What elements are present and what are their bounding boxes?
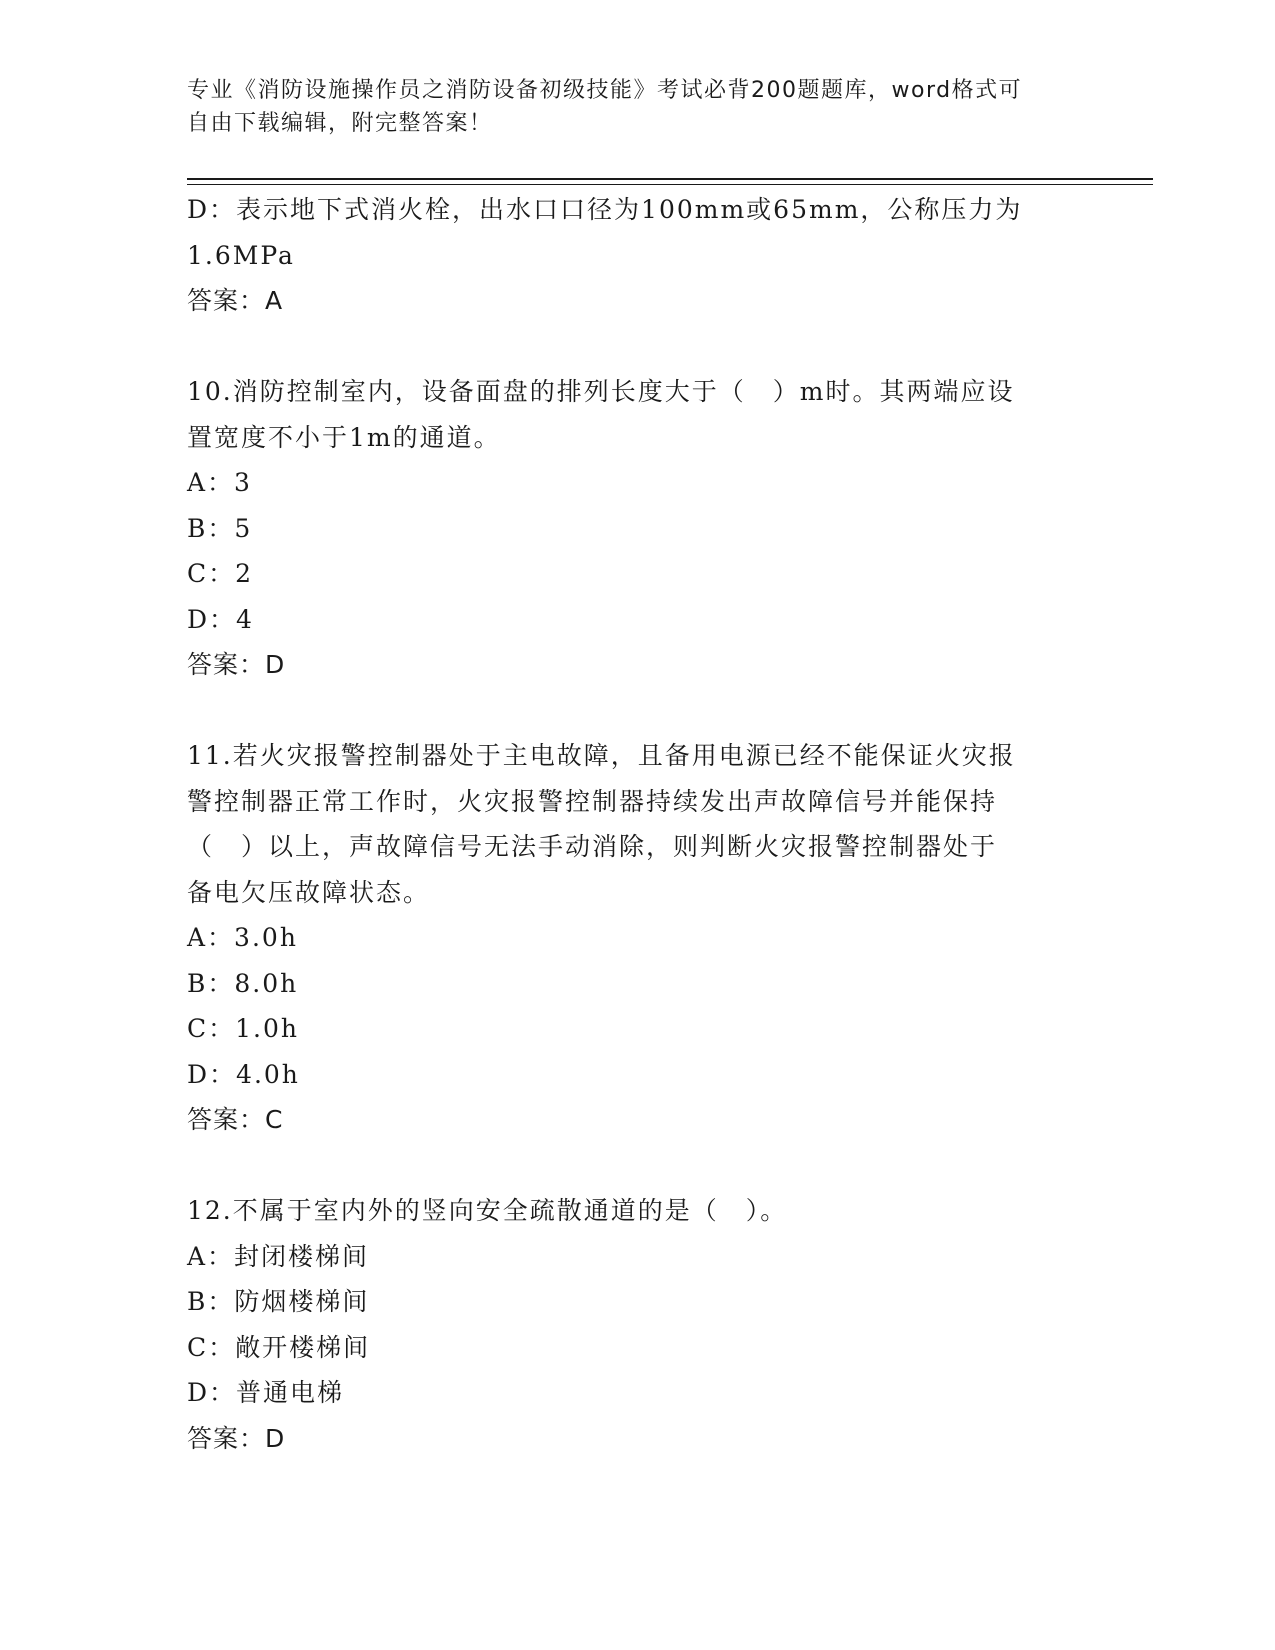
question-stem-line-1: 10.消防控制室内，设备面盘的排列长度大于（ ）m时。其两端应设	[187, 377, 1015, 406]
spacer	[187, 688, 1087, 734]
header-title-line-1: 专业《消防设施操作员之消防设备初级技能》考试必背200题题库，word格式可	[187, 78, 1023, 103]
spacer	[187, 324, 1087, 370]
question-content	[187, 187, 1087, 1461]
option-c: C：1.0h	[187, 1014, 299, 1043]
question-stem-line-1: 12.不属于室内外的竖向安全疏散通道的是（ ）。	[187, 1196, 788, 1225]
question-12	[187, 1188, 1087, 1461]
header-title-line-2: 自由下载编辑，附完整答案！	[187, 111, 493, 136]
option-d-line-1: D：表示地下式消火栓，出水口口径为100mm或65mm，公称压力为	[187, 195, 1023, 224]
option-d: D：4.0h	[187, 1059, 300, 1089]
question-9-tail	[187, 187, 1087, 324]
question-stem-line-2: 警控制器正常工作时，火灾报警控制器持续发出声故障信号并能保持	[187, 786, 998, 816]
option-c: C：敞开楼梯间	[187, 1332, 371, 1362]
answer-line: 答案：A	[187, 286, 284, 315]
question-stem-line-1: 11.若火灾报警控制器处于主电故障，且备用电源已经不能保证火灾报	[187, 741, 1016, 770]
option-a: A：3.0h	[187, 923, 298, 952]
option-d: D：4	[187, 604, 254, 634]
document-header	[187, 74, 1087, 140]
answer-line: 答案：C	[187, 1105, 284, 1134]
option-b: B：5	[187, 513, 253, 543]
option-b: B：防烟楼梯间	[187, 1287, 370, 1316]
option-b: B：8.0h	[187, 968, 299, 998]
question-stem-line-3: （ ）以上，声故障信号无法手动消除，则判断火灾报警控制器处于	[187, 832, 998, 861]
option-c: C：2	[187, 559, 254, 588]
spacer	[187, 1143, 1087, 1189]
answer-line: 答案：D	[187, 650, 286, 679]
question-stem-line-4: 备电欠压故障状态。	[187, 877, 431, 907]
answer-line: 答案：D	[187, 1423, 286, 1453]
option-a: A：封闭楼梯间	[187, 1241, 370, 1271]
question-10	[187, 369, 1087, 688]
header-divider-thin	[187, 184, 1153, 185]
header-divider-thick	[187, 178, 1153, 180]
option-d: D：普通电梯	[187, 1378, 345, 1407]
question-11	[187, 733, 1087, 1143]
question-stem-line-2: 置宽度不小于1m的通道。	[187, 422, 501, 452]
option-d-line-2: 1.6MPa	[187, 240, 295, 270]
option-a: A：3	[187, 468, 252, 497]
